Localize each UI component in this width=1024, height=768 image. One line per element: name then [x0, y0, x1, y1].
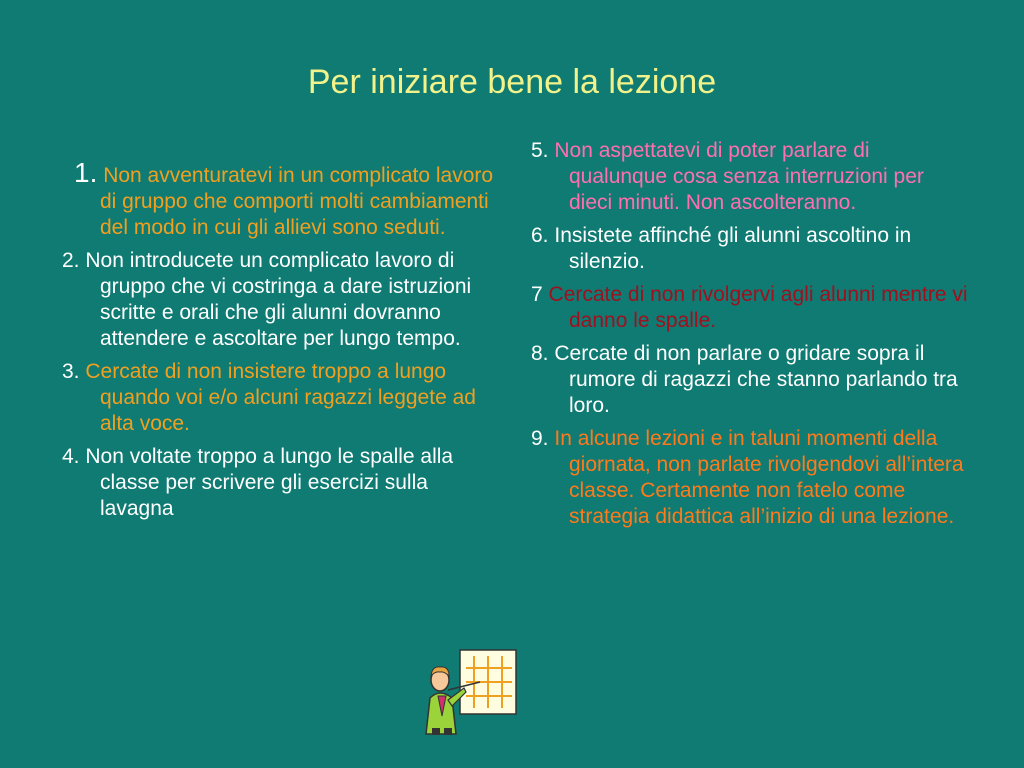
item-number: 6. — [531, 224, 549, 247]
item-text: Non voltate troppo a lungo le spalle alla classe per scrivere gli esercizi sulla lavagna — [85, 445, 454, 520]
list-item-3 — [62, 359, 502, 437]
item-text: Cercate di non rivolgervi agli alunni mentre vi danno le spalle. — [548, 283, 968, 332]
item-number: 4. — [62, 445, 80, 468]
item-text: Non avventuratevi in un complicato lavoro di gruppo che comporti molti cambiamenti del modo in cui gli allievi sono seduti. — [100, 164, 494, 239]
item-text: Non aspettatevi di poter parlare di qualunque cosa senza interruzioni per dieci minuti. Non ascolteranno. — [554, 139, 924, 214]
item-text: Insistete affinché gli alunni ascoltino in silenzio. — [554, 224, 912, 273]
list-item-2 — [62, 248, 502, 352]
item-text: In alcune lezioni e in taluni momenti della giornata, non parlate rivolgendovi all’intera classe. Certamente non fatelo come strategia didattica all’inizio di una lezione. — [554, 427, 964, 528]
list-item-4 — [62, 444, 502, 522]
item-text: Cercate di non insistere troppo a lungo quando voi e/o alcuni ragazzi leggete ad alta voce. — [85, 360, 476, 435]
left-column — [62, 157, 502, 529]
list-item-7 — [531, 282, 971, 334]
list-item-9 — [531, 426, 971, 530]
list-item-6 — [531, 223, 971, 275]
teacher-at-board-icon — [418, 646, 522, 736]
slide-title: Per iniziare bene la lezione — [307, 63, 717, 101]
list-item-5 — [531, 138, 971, 216]
list-item-8 — [531, 341, 971, 419]
item-text: Non introducete un complicato lavoro di gruppo che vi costringa a dare istruzioni scritte e orali che gli alunni dovranno attendere e ascoltare per lungo tempo. — [85, 249, 472, 350]
right-column — [531, 138, 971, 537]
item-number: 1. — [74, 157, 98, 188]
item-number: 2. — [62, 249, 80, 272]
item-number: 3. — [62, 360, 80, 383]
item-number: 7 — [531, 283, 543, 306]
item-number: 9. — [531, 427, 549, 450]
list-item-1 — [62, 157, 502, 241]
item-number: 5. — [531, 139, 549, 162]
item-text: Cercate di non parlare o gridare sopra il rumore di ragazzi che stanno parlando tra loro. — [554, 342, 958, 417]
item-number: 8. — [531, 342, 549, 365]
